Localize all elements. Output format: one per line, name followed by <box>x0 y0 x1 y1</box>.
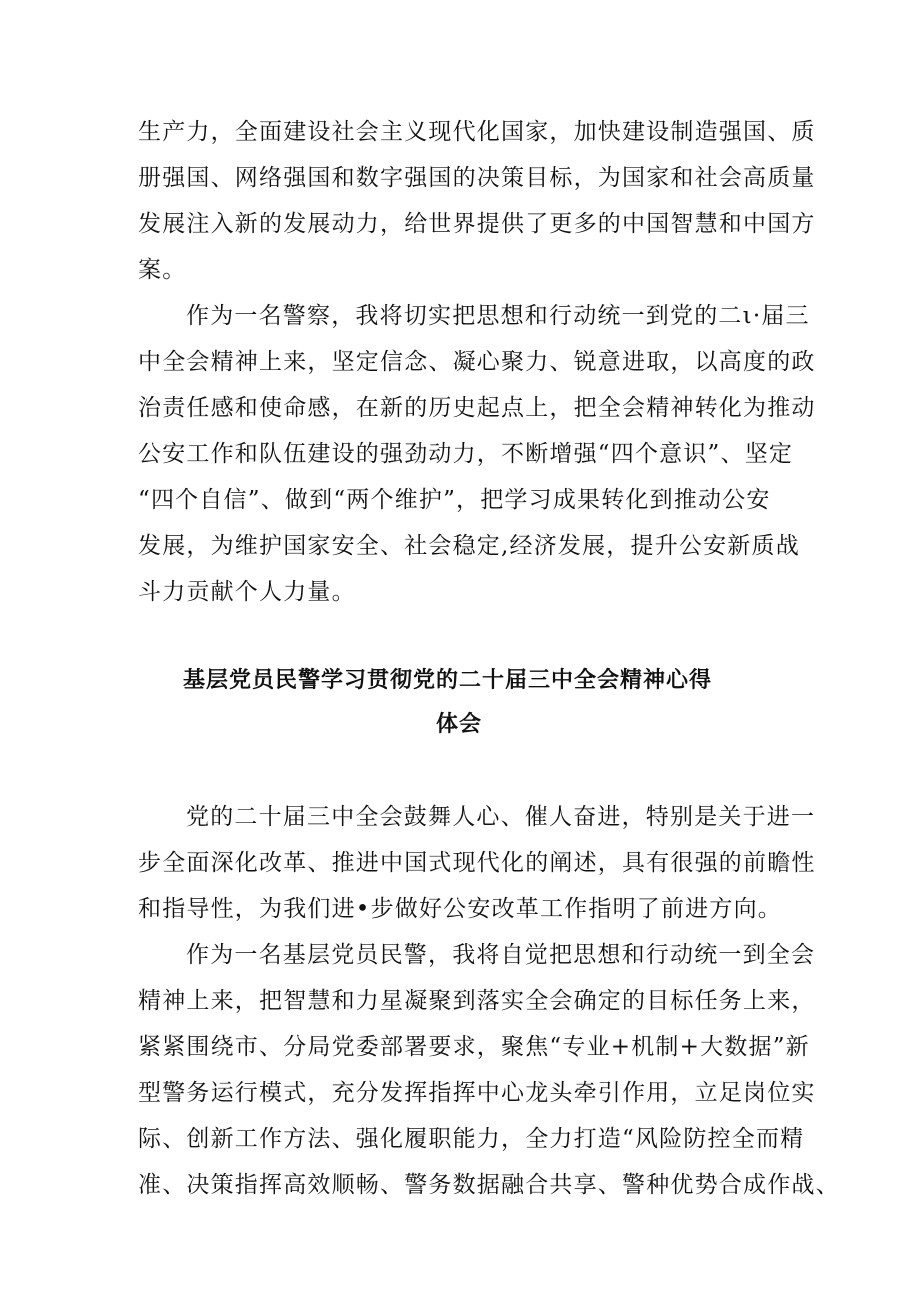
body-text-line: 作为一名基层党员民警，我将自觉把思想和行动统一到全会 <box>186 942 816 968</box>
body-text-line: 精神上来，把智慧和力星凝聚到落实全会确定的目标任务上来， <box>138 988 816 1014</box>
body-text-line: 册强国、网络强国和数字强国的决策目标，为国家和社会高质量 <box>138 165 816 191</box>
section-title: 体会 <box>436 712 483 737</box>
body-text-line: 准、决策指挥高效顺畅、警务数据融合共享、警种优势合成作战、 <box>138 1172 840 1198</box>
body-text-line: 公安工作和队伍建设的强劲动力，不断增强“四个意识”、坚定 <box>138 441 794 467</box>
body-text-line: 发展注入新的发展动力，给世界提供了更多的中国智慧和中国方 <box>138 211 816 237</box>
body-text-line: 际、创新工作方法、强化履职能力，全力打造“风险防控全而精 <box>138 1126 805 1152</box>
body-text-line: 和指导性，为我们进•步做好公安改革工作指明了前进方向。 <box>138 896 782 922</box>
body-text-line: 治责任感和使命感，在新的历史起点上，把全会精神转化为推动 <box>138 395 816 421</box>
body-text-line: 党的二十届三中全会鼓舞人心、催人奋进，特别是关于进一 <box>186 804 816 830</box>
body-text-line: 中全会精神上来，坚定信念、凝心聚力、锐意进取，以高度的政 <box>138 349 816 375</box>
body-text-line: 步全面深化改革、推进中国式现代化的阐述，具有很强的前瞻性 <box>138 850 816 876</box>
body-text-line: 作为一名警察，我将切实把思想和行动统一到党的二ι·届三 <box>186 303 810 329</box>
body-text-line: 发展，为维护国家安全、社会稳定,经济发展，提升公安新质战 <box>138 533 800 559</box>
body-text-line: 生产力，全面建设社会主义现代化国家，加快建设制造强国、质 <box>138 119 816 145</box>
body-text-line: 紧紧围绕市、分局党委部署要求，聚焦“专业+机制+大数据”新 <box>138 1034 810 1060</box>
body-text-line: 案。 <box>138 257 187 283</box>
body-text-line: 斗力贡献个人力量。 <box>138 579 356 605</box>
body-text-line: “四个自信”、做到“两个维护”，把学习成果转化到推动公安 <box>138 487 771 513</box>
section-title: 基层党员民警学习贯彻党的二十届三中全会精神心得 <box>183 668 713 693</box>
body-text-line: 型警务运行模式，充分发挥指挥中心龙头牵引作用，立足岗位实 <box>138 1080 816 1106</box>
